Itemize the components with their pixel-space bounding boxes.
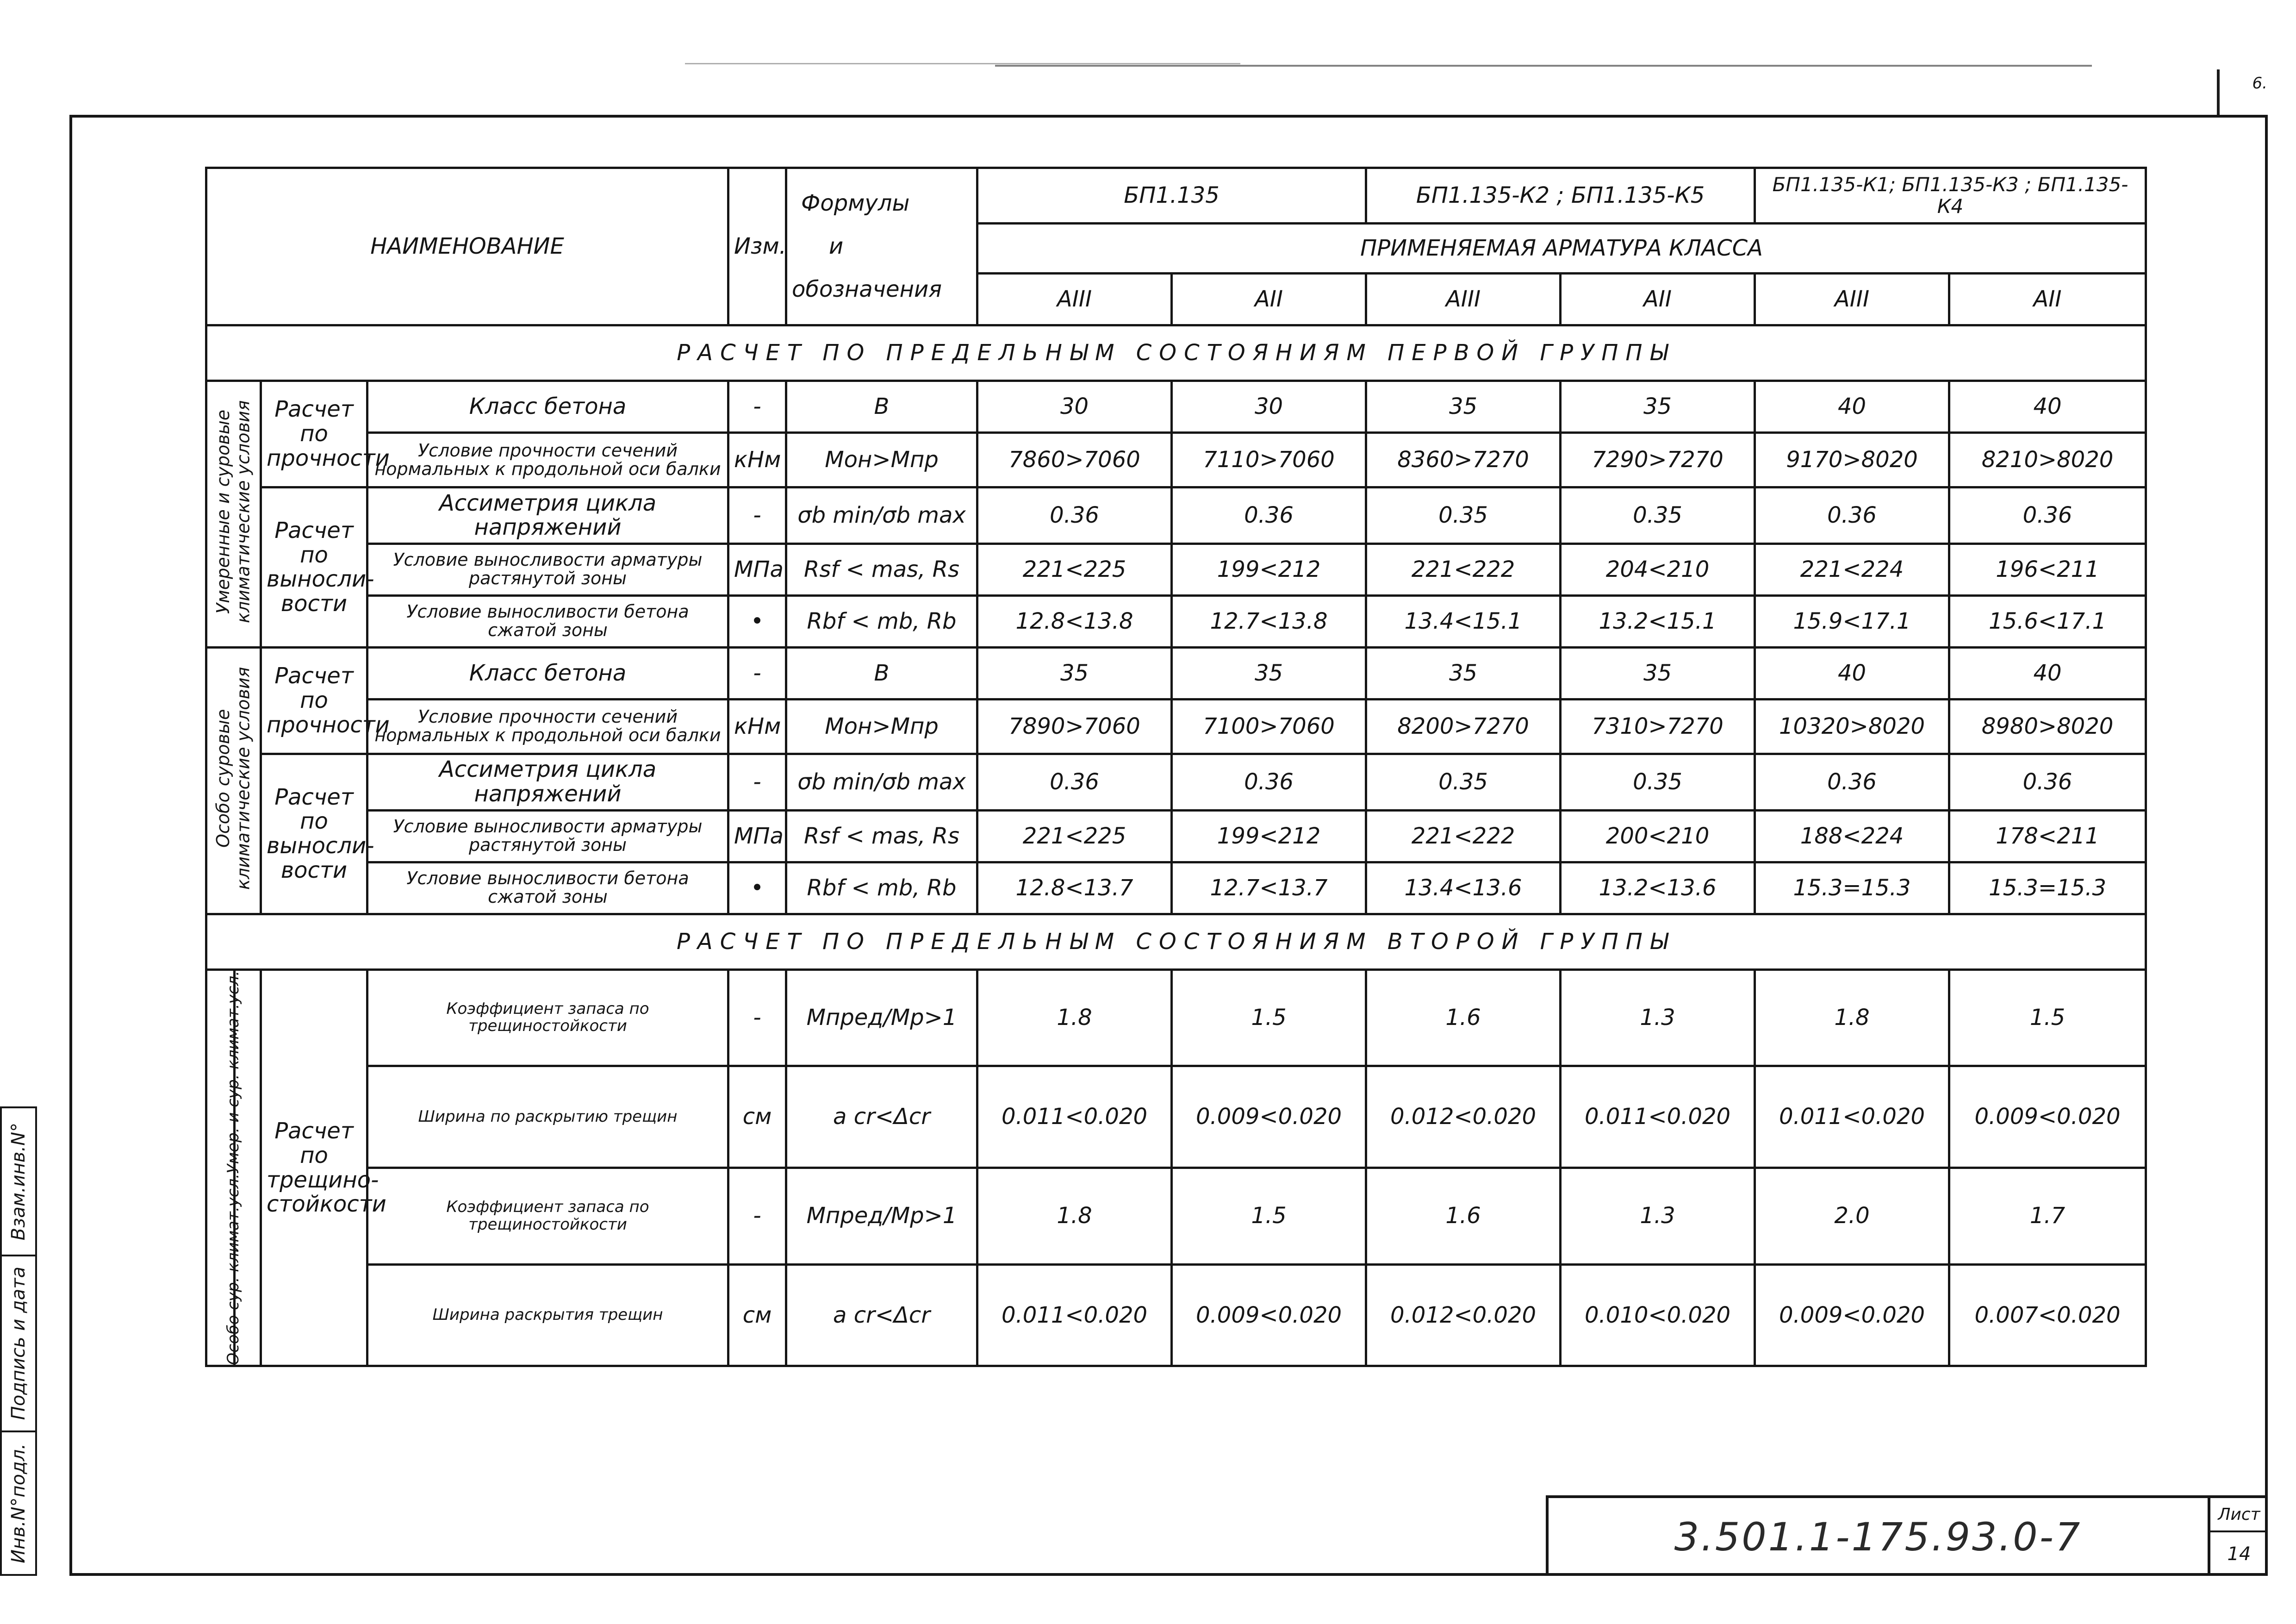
row-value: 35 xyxy=(1172,647,1366,699)
row-value: 1.6 xyxy=(1366,1168,1561,1265)
section2-row xyxy=(206,914,2146,969)
row-value: 0.35 xyxy=(1366,754,1561,810)
row-formula: Мон>Мпр xyxy=(786,699,977,754)
row-name: Условие выносливости бетона сжатой зоны xyxy=(367,595,728,647)
calc-strength-cell: Расчет по прочности xyxy=(261,647,367,754)
row-value: 0.35 xyxy=(1561,487,1755,544)
header-formula-line1: Формулы xyxy=(801,190,910,217)
row-value: 35 xyxy=(1366,381,1561,433)
row-value: 1.3 xyxy=(1561,1168,1755,1265)
table-row xyxy=(206,699,2146,754)
strip-field-signature-date-label: Подпись и дата xyxy=(8,1267,29,1420)
row-value: 221<222 xyxy=(1366,543,1561,595)
table-row xyxy=(206,1168,2146,1265)
scan-line-top-2 xyxy=(995,65,2092,67)
strip-field-replaced-inv-label: Взам.инв.N° xyxy=(8,1122,29,1241)
table-row xyxy=(206,810,2146,862)
row-value: 13.2<13.6 xyxy=(1561,862,1755,914)
row-formula: Мпред/Мр>1 xyxy=(786,1168,977,1265)
row-value: 7110>7060 xyxy=(1172,433,1366,487)
row-formula: σb min/σb max xyxy=(786,754,977,810)
row-name: Условие прочности сечений нормальных к продольной оси балки xyxy=(367,433,728,487)
row-name: Ассиметрия цикла напряжений xyxy=(367,487,728,544)
row-value: 0.011<0.020 xyxy=(1561,1066,1755,1168)
table-row xyxy=(206,1066,2146,1168)
row-formula: Rbf < mb, Rb xyxy=(786,862,977,914)
table-row xyxy=(206,381,2146,433)
row-value: 40 xyxy=(1755,647,1949,699)
row-value: 196<211 xyxy=(1949,543,2146,595)
row-name: Ширина по раскрытию трещин xyxy=(367,1066,728,1168)
row-value: 9170>8020 xyxy=(1755,433,1949,487)
row-value: 13.4<13.6 xyxy=(1366,862,1561,914)
row-value: 0.009<0.020 xyxy=(1172,1264,1366,1366)
row-formula: σb min/σb max xyxy=(786,487,977,544)
strip-field-replaced-inv xyxy=(2,1108,35,1256)
row-name: Ассиметрия цикла напряжений xyxy=(367,754,728,810)
row-formula: Мон>Мпр xyxy=(786,433,977,487)
row-unit: МПа xyxy=(728,543,786,595)
row-name: Условие выносливости арматуры растянутой зоны xyxy=(367,543,728,595)
row-value: 35 xyxy=(977,647,1172,699)
row-name: Условие прочности сечений нормальных к продольной оси балки xyxy=(367,699,728,754)
row-value: 0.009<0.020 xyxy=(1755,1264,1949,1366)
table-row xyxy=(206,595,2146,647)
row-value: 0.009<0.020 xyxy=(1949,1066,2146,1168)
row-unit: - xyxy=(728,754,786,810)
table-row xyxy=(206,754,2146,810)
header-formula-line2: и xyxy=(829,233,844,260)
row-value: 0.007<0.020 xyxy=(1949,1264,2146,1366)
row-name: Класс бетона xyxy=(367,647,728,699)
scan-line-right xyxy=(2217,69,2220,116)
row-value: 0.36 xyxy=(1949,487,2146,544)
row-value: 8980>8020 xyxy=(1949,699,2146,754)
section1-row xyxy=(206,325,2146,381)
row-value: 221<222 xyxy=(1366,810,1561,862)
group2-severe-label: Особо сур. климат.усл. xyxy=(224,1173,243,1365)
climate-severe-cell xyxy=(206,647,261,914)
row-value: 7310>7270 xyxy=(1561,699,1755,754)
row-value: 7860>7060 xyxy=(977,433,1172,487)
row-value: 7890>7060 xyxy=(977,699,1172,754)
row-value: 1.8 xyxy=(977,969,1172,1066)
row-value: 0.011<0.020 xyxy=(977,1264,1172,1366)
row-formula: B xyxy=(786,381,977,433)
row-name: Условие выносливости бетона сжатой зоны xyxy=(367,862,728,914)
row-unit: • xyxy=(728,862,786,914)
row-value: 13.2<15.1 xyxy=(1561,595,1755,647)
row-name: Коэффициент запаса по трещиностойкости xyxy=(367,1168,728,1265)
row-value: 40 xyxy=(1949,647,2146,699)
row-value: 221<225 xyxy=(977,543,1172,595)
sheet-label: Лист xyxy=(2210,1498,2268,1532)
row-value: 15.3=15.3 xyxy=(1949,862,2146,914)
header-class-6: AII xyxy=(1949,274,2146,325)
row-name: Коэффициент запаса по трещиностойкости xyxy=(367,969,728,1066)
row-value: 0.009<0.020 xyxy=(1172,1066,1366,1168)
row-value: 15.3=15.3 xyxy=(1755,862,1949,914)
strip-field-original-inv xyxy=(2,1432,35,1574)
row-value: 1.3 xyxy=(1561,969,1755,1066)
row-value: 8210>8020 xyxy=(1949,433,2146,487)
header-group-b: БП1.135-К2 ; БП1.135-К5 xyxy=(1366,168,1755,224)
row-value: 199<212 xyxy=(1172,810,1366,862)
group2-moderate-label: Умер. и сур. климат.усл. xyxy=(224,970,243,1174)
row-name: Условие выносливости арматуры растянутой зоны xyxy=(367,810,728,862)
row-value: 0.35 xyxy=(1561,754,1755,810)
row-value: 40 xyxy=(1755,381,1949,433)
row-value: 1.8 xyxy=(1755,969,1949,1066)
row-value: 0.36 xyxy=(1172,487,1366,544)
calc-strength-cell: Расчет по прочности xyxy=(261,381,367,487)
row-value: 204<210 xyxy=(1561,543,1755,595)
row-value: 2.0 xyxy=(1755,1168,1949,1265)
row-value: 1.8 xyxy=(977,1168,1172,1265)
row-value: 221<225 xyxy=(977,810,1172,862)
header-class-5: AIII xyxy=(1755,274,1949,325)
row-value: 0.36 xyxy=(977,487,1172,544)
header-unit: Изм. xyxy=(728,168,786,325)
header-reinforcement-class: ПРИМЕНЯЕМАЯ АРМАТУРА КЛАССА xyxy=(977,224,2146,274)
row-value: 1.5 xyxy=(1172,1168,1366,1265)
climate-moderate-cell xyxy=(206,381,261,648)
row-value: 0.35 xyxy=(1366,487,1561,544)
row-value: 8200>7270 xyxy=(1366,699,1561,754)
row-unit: см xyxy=(728,1264,786,1366)
row-unit: МПа xyxy=(728,810,786,862)
row-unit: - xyxy=(728,1168,786,1265)
table-row xyxy=(206,969,2146,1066)
row-value: 15.9<17.1 xyxy=(1755,595,1949,647)
document-code: 3.501.1-175.93.0-7 xyxy=(1674,1514,2082,1560)
strip-field-original-inv-label: Инв.N°подл. xyxy=(8,1443,29,1563)
row-value: 8360>7270 xyxy=(1366,433,1561,487)
row-value: 0.36 xyxy=(1755,754,1949,810)
row-value: 199<212 xyxy=(1172,543,1366,595)
row-value: 10320>8020 xyxy=(1755,699,1949,754)
row-value: 0.011<0.020 xyxy=(1755,1066,1949,1168)
section2-title: РАСЧЕТ ПО ПРЕДЕЛЬНЫМ СОСТОЯНИЯМ ВТОРОЙ ГРУППЫ xyxy=(206,914,2146,969)
row-formula: B xyxy=(786,647,977,699)
header-class-4: AII xyxy=(1561,274,1755,325)
row-unit: - xyxy=(728,647,786,699)
row-value: 0.012<0.020 xyxy=(1366,1066,1561,1168)
table-row xyxy=(206,433,2146,487)
row-value: 35 xyxy=(1366,647,1561,699)
table-row xyxy=(206,543,2146,595)
header-group-a: БП1.135 xyxy=(977,168,1366,224)
sheet-box xyxy=(2208,1495,2268,1576)
row-formula: Rsf < mas, Rs xyxy=(786,810,977,862)
row-unit: кНм xyxy=(728,433,786,487)
climate-moderate-label: Умеренные и суровые климатические условия xyxy=(212,400,254,623)
row-value: 0.012<0.020 xyxy=(1366,1264,1561,1366)
row-value: 0.36 xyxy=(1949,754,2146,810)
table-row xyxy=(206,862,2146,914)
row-unit: • xyxy=(728,595,786,647)
row-name: Ширина раскрытия трещин xyxy=(367,1264,728,1366)
row-unit: - xyxy=(728,487,786,544)
header-group-c: БП1.135-К1; БП1.135-К3 ; БП1.135-К4 xyxy=(1755,168,2146,224)
header-formula xyxy=(786,168,977,325)
row-value: 0.36 xyxy=(1172,754,1366,810)
strip-field-signature-date xyxy=(2,1256,35,1432)
row-unit: кНм xyxy=(728,699,786,754)
sheet-number: 14 xyxy=(2227,1543,2251,1565)
row-value: 0.010<0.020 xyxy=(1561,1264,1755,1366)
table-row xyxy=(206,647,2146,699)
header-class-3: AIII xyxy=(1366,274,1561,325)
row-value: 7290>7270 xyxy=(1561,433,1755,487)
header-name: НАИМЕНОВАНИЕ xyxy=(206,168,728,325)
scan-line-top xyxy=(685,63,1240,64)
group2-climate-cell xyxy=(206,969,261,1366)
row-value: 0.36 xyxy=(977,754,1172,810)
climate-severe-label: Особо суровые климатические условия xyxy=(212,667,254,890)
row-unit: - xyxy=(728,381,786,433)
calculation-table xyxy=(205,167,2147,1367)
row-value: 0.36 xyxy=(1755,487,1949,544)
row-name: Класс бетона xyxy=(367,381,728,433)
row-value: 30 xyxy=(977,381,1172,433)
row-value: 12.7<13.8 xyxy=(1172,595,1366,647)
document-stamp xyxy=(1546,1495,2208,1576)
row-value: 40 xyxy=(1949,381,2146,433)
row-value: 178<211 xyxy=(1949,810,2146,862)
row-value: 1.5 xyxy=(1949,969,2146,1066)
row-value: 200<210 xyxy=(1561,810,1755,862)
row-value: 12.8<13.8 xyxy=(977,595,1172,647)
left-title-strip xyxy=(0,1106,37,1576)
header-row-1 xyxy=(206,168,2146,224)
row-value: 7100>7060 xyxy=(1172,699,1366,754)
row-formula: a cr<Δcr xyxy=(786,1264,977,1366)
table-row xyxy=(206,487,2146,544)
sheet-corner-number: 6. xyxy=(2252,74,2267,93)
group2-climate-labels xyxy=(212,971,255,1365)
row-value: 188<224 xyxy=(1755,810,1949,862)
calc-crack-cell: Расчет по трещино- стойкости xyxy=(261,969,367,1366)
row-value: 221<224 xyxy=(1755,543,1949,595)
section1-title: РАСЧЕТ ПО ПРЕДЕЛЬНЫМ СОСТОЯНИЯМ ПЕРВОЙ ГРУППЫ xyxy=(206,325,2146,381)
row-value: 0.011<0.020 xyxy=(977,1066,1172,1168)
header-formula-line3: обозначения xyxy=(792,276,942,302)
row-value: 1.7 xyxy=(1949,1168,2146,1265)
row-value: 12.8<13.7 xyxy=(977,862,1172,914)
row-value: 35 xyxy=(1561,647,1755,699)
row-unit: см xyxy=(728,1066,786,1168)
row-formula: Rbf < mb, Rb xyxy=(786,595,977,647)
row-formula: Rsf < mas, Rs xyxy=(786,543,977,595)
row-value: 15.6<17.1 xyxy=(1949,595,2146,647)
row-value: 13.4<15.1 xyxy=(1366,595,1561,647)
row-formula: a cr<Δcr xyxy=(786,1066,977,1168)
row-value: 1.6 xyxy=(1366,969,1561,1066)
calc-endurance-cell: Расчет по выносли- вости xyxy=(261,754,367,914)
row-value: 1.5 xyxy=(1172,969,1366,1066)
header-class-2: AII xyxy=(1172,274,1366,325)
row-formula: Мпред/Мр>1 xyxy=(786,969,977,1066)
row-unit: - xyxy=(728,969,786,1066)
header-class-1: AIII xyxy=(977,274,1172,325)
calc-endurance-cell: Расчет по выносли- вости xyxy=(261,487,367,648)
table-row xyxy=(206,1264,2146,1366)
row-value: 30 xyxy=(1172,381,1366,433)
row-value: 12.7<13.7 xyxy=(1172,862,1366,914)
row-value: 35 xyxy=(1561,381,1755,433)
